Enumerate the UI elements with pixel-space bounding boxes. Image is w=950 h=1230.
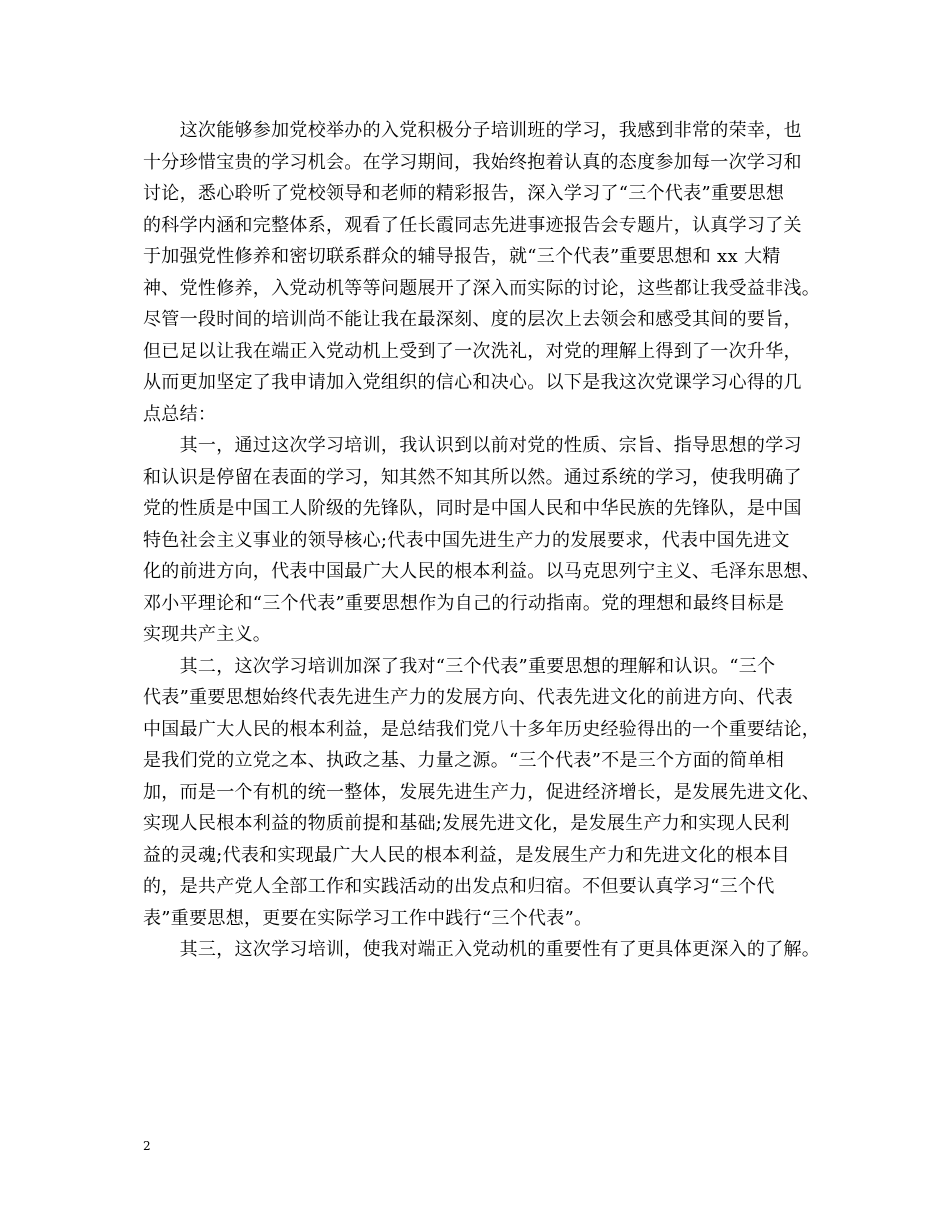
text-line: 中国最广大人民的根本利益，是总结我们党八十多年历史经验得出的一个重要结论， (143, 718, 821, 740)
body-text (143, 115, 827, 966)
text-line: 神、党性修养，入党动机等等问题展开了深入而实际的讨论，这些都让我受益非浅。 (143, 277, 821, 299)
text-line: 其三，这次学习培训，使我对端正入党动机的重要性有了更具体更深入的了解。 (143, 939, 821, 960)
text-line: 党的性质是中国工人阶级的先锋队，同时是中国人民和中华民族的先锋队，是中国 (143, 498, 802, 519)
text-line: 是我们党的立党之本、执政之基、力量之源。“三个代表”不是三个方面的简单相 (143, 750, 785, 771)
text-line: 化的前进方向，代表中国最广大人民的根本利益。以马克思列宁主义、毛泽东思想、 (143, 561, 821, 582)
text-line: 和认识是停留在表面的学习，知其然不知其所以然。通过系统的学习，使我明确了 (143, 466, 802, 488)
page-number: 2 (143, 1139, 151, 1153)
text-line: 十分珍惜宝贵的学习机会。在学习期间，我始终抱着认真的态度参加每一次学习和 (143, 151, 802, 173)
text-line: 特色社会主义事业的领导核心;代表中国先进生产力的发展要求，代表中国先进文 (143, 529, 790, 551)
text-line: 邓小平理论和“三个代表”重要思想作为自己的行动指南。党的理想和最终目标是 (143, 592, 785, 614)
text-line: 加，而是一个有机的统一整体，发展先进生产力，促进经济增长，是发展先进文化、 (143, 781, 821, 803)
text-line: 这次能够参加党校举办的入党积极分子培训班的学习，我感到非常的荣幸，也 (143, 120, 802, 141)
text-line: 但已足以让我在端正入党动机上受到了一次洗礼，对党的理解上得到了一次升华， (143, 340, 802, 362)
text-line: 其一，通过这次学习培训，我认识到以前对党的性质、宗旨、指导思想的学习 (143, 435, 802, 456)
text-line: 实现人民根本利益的物质前提和基础;发展先进文化，是发展生产力和实现人民利 (143, 813, 790, 834)
text-line: 尽管一段时间的培训尚不能让我在最深刻、度的层次上去领会和感受其间的要旨， (143, 309, 802, 330)
text-line: 于加强党性修养和密切联系群众的辅导报告，就“三个代表”重要思想和 xx 大精 (143, 246, 781, 267)
text-line: 益的灵魂;代表和实现最广大人民的根本利益，是发展生产力和先进文化的根本目 (143, 844, 790, 866)
text-line: 从而更加坚定了我申请加入党组织的信心和决心。以下是我这次党课学习心得的几 (143, 372, 802, 393)
text-line: 代表”重要思想始终代表先进生产力的发展方向、代表先进文化的前进方向、代表 (143, 687, 793, 708)
text-line: 点总结： (143, 403, 217, 425)
text-line: 的，是共产党人全部工作和实践活动的出发点和归宿。不但要认真学习“三个代 (143, 876, 775, 897)
text-line: 讨论，悉心聆听了党校领导和老师的精彩报告，深入学习了“三个代表”重要思想 (143, 183, 785, 204)
text-line: 表”重要思想，更要在实际学习工作中践行“三个代表”。 (143, 907, 593, 929)
text-line: 实现共产主义。 (143, 624, 272, 645)
text-line: 其二，这次学习培训加深了我对“三个代表”重要思想的理解和认识。“三个 (143, 655, 776, 677)
text-line: 的科学内涵和完整体系，观看了任长霞同志先进事迹报告会专题片，认真学习了关 (143, 214, 802, 236)
